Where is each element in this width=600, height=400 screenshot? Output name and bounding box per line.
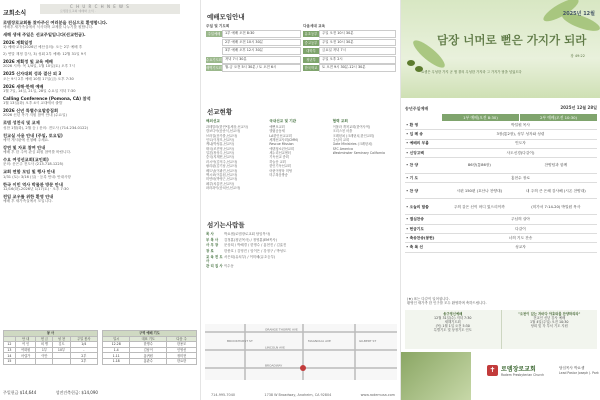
pastor-name: 담임목사 박요셉	[559, 366, 585, 370]
news-item	[3, 169, 196, 179]
address-text: 1738 W Broadway, Anaheim, CA 92804	[264, 392, 332, 397]
footer-photo	[401, 352, 471, 400]
news-item	[3, 40, 196, 50]
order-column	[400, 0, 600, 400]
schedule-row	[206, 39, 301, 47]
service-1-label: 1부 예배(오전 8:30)	[442, 114, 519, 121]
order-item-label: • 결심찬송	[405, 215, 444, 224]
table-cell: 10부	[53, 347, 70, 353]
table-cell: 1부	[36, 347, 53, 353]
order-row	[405, 199, 597, 215]
news-body: 1/31 (토): 3/16 (일) · 등록 안내: 안내사항	[3, 174, 72, 179]
offering-summary	[3, 390, 196, 395]
event-right-line: 전교인 신년 감사 예배	[533, 316, 566, 321]
table-cell: 어렵가	[15, 353, 36, 359]
mission-item: LA한인선교교회	[269, 133, 292, 138]
mission-item: 베트남(이광진,선교사)	[206, 168, 238, 173]
news-body: 1) 예배·교육(2026년 예산심의): 오는 2부 예배 후	[3, 45, 83, 50]
mission-item: 세계선교사회(CMM)	[269, 137, 299, 142]
mission-item: 엘림공동체	[269, 129, 285, 134]
table-cell: 홍관수	[130, 358, 167, 364]
news-headline: 교회 연합 모임 및 행사 안내	[3, 169, 55, 175]
order-item-value: 사도신경(다같이)	[444, 148, 597, 157]
order-row	[405, 130, 597, 139]
order-item-label: • 축송찬송(봉헌)	[405, 234, 444, 243]
order-row	[405, 243, 597, 252]
mission-item: 한인기독선교회	[269, 164, 291, 169]
event-left-line: 특별기도 및 상정기도 인도	[433, 328, 472, 333]
servant-row	[206, 249, 396, 253]
church-location-pin-icon	[300, 365, 306, 371]
order-item-label: • 입 례 송	[405, 130, 444, 139]
news-headline: Calling Conference (Pomona, CA) 참석	[3, 95, 91, 101]
news-item	[3, 52, 196, 56]
mission-item: Rescue Mission	[269, 142, 294, 147]
servant-names: 박요셉(로뎀장로교회 담임목사)	[224, 232, 271, 237]
prayer-col-header: 다음 주	[167, 336, 197, 342]
order-item-label: • 찬 양	[405, 183, 444, 199]
table-cell: 외 병	[36, 342, 53, 348]
order-item-value: 인도자	[444, 139, 597, 148]
mission-item: 중국(지재헌,선교사)	[206, 155, 235, 160]
worship-column	[200, 0, 401, 400]
schedule-row	[206, 64, 301, 72]
servant-row	[206, 238, 396, 242]
schedule-value: 3부 예배 오후 12시 30분	[222, 47, 301, 55]
mission-column	[333, 119, 396, 190]
table-cell: 이만	[36, 353, 53, 359]
table-cell: 한요한	[167, 358, 197, 364]
schedule-tag: 새벽기도회	[206, 66, 222, 71]
mission-item: 기독선교 총회	[269, 155, 289, 160]
schedule-value: 토 오전 9시 30분-12시 30분	[319, 64, 396, 72]
servant-row	[206, 243, 396, 247]
welcome-note-text: 환영인 새가족 한 인구를 모두 환영하며 축하드립니다.	[407, 301, 487, 306]
prayer-col-header: 대표 기도	[130, 336, 167, 342]
olive-icon	[407, 60, 415, 66]
mission-item: 예뻔포교회	[269, 124, 285, 129]
mission-item: 주님의 교회	[332, 137, 350, 142]
schedule-tag: 유초등부	[304, 31, 318, 36]
news-body: 1월 7일, 14일, 21일, 28일 수요일 저녁 7:30	[3, 88, 76, 93]
order-item-value: 3장(통2장), 성부 성자와 성령	[444, 130, 597, 139]
news-headline: 새해 생애 주일은 선교주일입니다(선교헌금).	[3, 32, 86, 38]
mission-column	[206, 119, 269, 190]
schedule-row	[206, 30, 301, 38]
event-right-title: "오천이 있는 자마다 야호와를 찬양하리라"	[518, 312, 581, 316]
schedule-tag: 수요기도회	[206, 57, 222, 62]
servant-role: 관 리 집 사	[206, 264, 223, 269]
servant-row	[206, 255, 396, 264]
mission-item: 미얀마(박영근,선교사)	[206, 177, 238, 182]
news-item	[3, 20, 196, 30]
order-item-label: • 예배의 부름	[405, 139, 444, 148]
news-headline: 친교실 사용 안내 (주일, 토요일)	[3, 132, 63, 138]
order-item-label: • 기 도	[405, 174, 444, 183]
mission-column-head: 협력 교회	[332, 119, 348, 124]
news-headline: 로뎀장로교회를 찾아주신 여러분을 진심으로 환영합니다.	[3, 20, 108, 25]
news-body: 문의: 문은주 전도사 (213.718.1225)	[3, 162, 64, 167]
theme-caption: 요셉은 무성한 가지 곧 샘 곁의 무성한 가지라 그 가지가 담을 넘었도다	[421, 70, 522, 74]
news-item	[3, 120, 196, 130]
table-cell: 김남이	[130, 347, 167, 353]
map-label-1: ORANGE THORPE AVE	[265, 327, 298, 332]
mission-item: 크리스천 마을	[332, 129, 353, 134]
volunteer-table-title: 봉 사	[4, 331, 98, 337]
order-item-value: 너의 기도 찬송	[444, 234, 597, 243]
order-row	[405, 215, 597, 224]
table-cell: 1.18	[103, 358, 130, 364]
event-left-line: (목) 1월 1일 오전 5:30	[435, 324, 470, 329]
theme-reference: 창 49:22	[570, 54, 585, 58]
event-info-left	[405, 310, 502, 349]
servant-role: 장 로	[206, 249, 214, 254]
schedule-row	[303, 64, 396, 72]
map-label-4: BROOKHURST ST	[227, 339, 253, 343]
servant-names: 문상희 / 박혜경 / 한명수 / 홍현진 / 김효진	[224, 243, 287, 248]
servants-list	[206, 232, 396, 268]
order-item-value: 주님의 살아	[444, 215, 597, 224]
schedule-row	[303, 47, 396, 55]
table-cell: 여화원	[15, 347, 36, 353]
order-table	[405, 121, 597, 253]
event-info-right	[502, 310, 598, 349]
website-link[interactable]: www.rodemusa.com	[360, 392, 395, 397]
schedule-value: 주일 오전 10시 30분	[319, 30, 396, 38]
table-cell: 1/4	[70, 342, 97, 348]
table-cell: 15	[4, 358, 16, 364]
mission-item: 새누리선교센터	[269, 151, 291, 156]
volunteer-col-header: 안 내	[15, 336, 36, 342]
table-cell: -	[70, 347, 97, 353]
order-row	[405, 183, 597, 199]
schedule-value: 월-금 오전 5시 30분 / 토 오전 6시	[222, 64, 301, 72]
order-item-label: • 환 영	[405, 121, 444, 130]
order-row	[405, 148, 597, 157]
news-body: 예약 게시판에 신청해 주세요.	[3, 137, 50, 142]
news-item	[3, 194, 196, 204]
news-body: 2026 시작: 목 1/4일, 1월 10일(토) 오후 7시	[3, 64, 75, 69]
schedule-tag: 주일예배	[207, 31, 221, 36]
mission-item: 일본(장상우,선교사)	[206, 151, 235, 156]
news-header	[0, 0, 200, 20]
bulletin-date: 2025년 12월	[562, 11, 595, 17]
order-item-value: 시편 150편 (호산나 찬양대)	[444, 183, 515, 199]
mission-item: 미주복음방송	[269, 173, 288, 178]
mission-item: 캄보디아(송준식,선교사)	[206, 129, 241, 134]
theme-verse: 담장 너머로 뻗은 가지가 되라	[437, 33, 587, 47]
schedule-tag: 중고등부	[304, 40, 318, 45]
order-row	[405, 139, 597, 148]
table-cell: 홍귀원	[130, 353, 167, 359]
table-cell	[36, 358, 53, 364]
masthead-text: C H U R C H N E W S	[70, 4, 130, 9]
news-headline: 로뎀 성찬식 및 교제	[3, 120, 40, 126]
table-row	[103, 358, 197, 364]
church-logo-icon: ✝	[487, 365, 498, 376]
table-row	[103, 342, 197, 348]
mission-title: 선교현황	[207, 108, 233, 117]
news-headline: 2026 계획일정	[3, 39, 33, 45]
news-body: 예배후 새가족실에서 식사하며 교제를 나누기를 원합니다.	[3, 25, 94, 30]
schedule-value: 저녁 7시 30분	[222, 56, 301, 64]
order-item-value: 주의 같은 신이 어디 있으리이까	[444, 199, 515, 215]
worship-order	[405, 105, 597, 253]
servant-names: 한충호 / 김영진 / 임이은 / 강정구 / 박성도	[224, 249, 287, 254]
left-schedule-head: 주일 및 기도회	[206, 24, 230, 29]
news-headline: 2026 계획정 및 교육 예배	[3, 59, 53, 65]
map-label-6: GILBERT ST	[359, 339, 377, 343]
news-headline: 전입 교우를 위한 환영 안내	[3, 193, 54, 199]
schedule-row	[206, 47, 301, 55]
news-headline: 2025 신자대회 성과 결산 외 3	[3, 71, 62, 77]
event-left-line: 새해기도회	[444, 320, 461, 325]
mission-item: 파라과이(송치선,선교사)	[206, 186, 241, 191]
church-map	[205, 324, 397, 380]
order-item-value: 86장(통86장)	[444, 158, 515, 174]
prayer-col-header: 일시	[103, 336, 130, 342]
map-label-3: BROADWAY	[265, 363, 283, 368]
mission-item: 브라질(문가를,선교사)	[206, 133, 238, 138]
schedule-value: 주일 오전 10시 30분	[319, 39, 396, 47]
servant-role: 교 육 전 도 사	[206, 254, 223, 263]
service-tables	[3, 330, 197, 365]
event-left-title: 송구영신예배	[443, 312, 463, 316]
schedule-value: 금요일 저녁 7시	[319, 47, 396, 55]
news-item	[3, 145, 196, 155]
map-label-2: LINCOLN AVE	[265, 345, 285, 350]
table-row	[4, 358, 98, 364]
news-item	[3, 157, 196, 167]
servant-names: 이수동	[224, 264, 234, 269]
schedule-row	[303, 39, 396, 47]
mission-item: 이볼라 개척교회(한여사역)	[332, 124, 371, 129]
standing-note	[407, 297, 487, 306]
mission-item: 필리핀(김기남,선교사)	[206, 164, 238, 169]
mission-column-head: 국내선교 및 기관	[269, 119, 297, 124]
order-row	[405, 174, 597, 183]
schedule-row	[303, 56, 396, 64]
order-row	[405, 224, 597, 233]
mission-item: 케냐(박성훈,선교사)	[206, 142, 235, 147]
news-headline: 수요 여성선교회(교인회)	[3, 157, 49, 163]
news-headline: 2026 새해·한해 예배	[3, 83, 44, 89]
schedule-value: 2부 예배 오전 10시 30분	[222, 39, 301, 47]
news-item	[3, 32, 196, 37]
service-2-label: 2부 예배(오전 10:30)	[520, 114, 597, 121]
news-item	[3, 108, 196, 118]
order-item-value-2: 내 주의 큰 은혜 감사해 (시온 찬양대)	[515, 183, 597, 199]
news-headline: 강연 및 자료 참여 안내	[3, 144, 46, 150]
schedule-tag: 한국학교	[304, 66, 318, 71]
news-item	[3, 59, 196, 69]
schedule-tag: 대학부	[303, 48, 319, 54]
table-cell: 여 인	[15, 342, 36, 348]
servant-names: 김정훈(청년목사) / 정영훈(EM목사)	[224, 237, 277, 242]
table-cell	[53, 358, 70, 364]
news-body: 성찬 1월(화), 2월 등 / 문의: 전도사 (714.234.0122)	[3, 125, 89, 130]
table-row	[103, 353, 197, 359]
servant-row	[206, 232, 396, 236]
news-list	[0, 20, 200, 204]
mission-item: 태국(조진영,선교사)	[206, 146, 235, 151]
news-headline: 2026 신년 특별수요말씀집회	[3, 108, 59, 114]
order-item-value-2: (미가서 7:14-20) 박일원 목사	[515, 199, 597, 215]
order-item-label: • 축 복 선	[405, 243, 444, 252]
table-cell: 2부	[70, 358, 97, 364]
worship-order-title: 송년주일예배	[405, 106, 429, 111]
mission-item: 크레틴쳐 (크레틴치,한인교회)	[332, 133, 375, 138]
news-body: 오는 9시 2부 예배 10월 17일(금) 오후 7:30	[3, 76, 74, 81]
order-item-label: • 신앙고백	[405, 148, 444, 157]
table-cell: 2부	[70, 353, 97, 359]
table-cell: 14	[4, 353, 16, 359]
mission-item: 인도(이정모,선교사)	[206, 137, 235, 142]
order-item-label: • 오늘의 말씀	[405, 199, 444, 215]
table-cell: 한명수	[130, 342, 167, 348]
servant-role: 목 사	[206, 232, 214, 237]
table-row	[103, 347, 197, 353]
servants-title: 섬기는사람들	[207, 221, 245, 230]
mission-item: 하늘문 교회	[269, 159, 286, 164]
news-title: 교회소식	[3, 10, 27, 17]
order-item-label: • 찬 양	[405, 158, 444, 174]
schedule-value: 주일 오후 2시	[319, 56, 396, 64]
schedule-row	[303, 30, 396, 38]
servant-row	[206, 264, 396, 268]
order-item-value: 박일원 목사	[444, 121, 597, 130]
mission-item: 과테말라(한민*홍세웅,선교사)	[206, 124, 249, 129]
news-body: 예배 후 새가족실에서 모입니다.	[3, 199, 53, 204]
order-row	[405, 121, 597, 130]
news-body: 예배 후 한 주씩 관심 회원 참여를 바랍니다.	[3, 150, 72, 155]
news-item	[3, 133, 196, 143]
standing-note-text: (★) 표는 다같이 일어섭니다.	[407, 297, 450, 301]
mission-item: 러시아(김의주,선교사)	[206, 159, 238, 164]
news-body: 2026 신년 목가 지원 참여 안내 (수요일)	[3, 113, 67, 118]
phone-text: 714-995-7040	[211, 392, 236, 397]
servant-names: 서은희(유치부) / 이미혜(유초등부)	[224, 254, 276, 259]
volunteer-table	[3, 330, 98, 365]
order-item-value: 다같이	[444, 224, 597, 233]
church-name: 로뎀장로교회	[501, 366, 536, 373]
schedule-row	[206, 56, 301, 64]
news-item	[3, 182, 196, 192]
table-cell: 정미현	[167, 353, 197, 359]
event-right-line: 당회 및 각 부서 기도 지원	[530, 324, 568, 329]
table-cell	[15, 358, 36, 364]
table-cell: 1.11	[103, 353, 130, 359]
right-schedule-head: 다음세대 교육	[303, 24, 326, 29]
theme-banner	[401, 0, 600, 98]
building-total: 성전건축헌금: $14,090	[55, 390, 98, 395]
order-item-value-2: 찬양팀과 함께	[515, 158, 597, 174]
schedule-value: 1부 예배 오전 8:30	[222, 30, 301, 38]
mission-item: 어린이양육 미팅	[269, 168, 292, 173]
mission-item: SFC America	[332, 146, 353, 151]
order-item-label: • 헌금기도	[405, 224, 444, 233]
mission-item: 에덴청소년선교회	[269, 146, 294, 151]
news-body: 12/16(화)-2026년 1/17(토) · 오후 7:30	[3, 186, 69, 191]
pastor-name-en: Lead Pastor Joseph J. Park	[559, 371, 599, 375]
servant-role: 부 목 사	[206, 237, 219, 242]
contact-row	[211, 393, 395, 397]
table-cell: 한용모	[167, 342, 197, 348]
worship-order-date: 2025년 12월 28일	[560, 105, 597, 110]
news-item	[3, 84, 196, 94]
church-footer	[401, 352, 600, 400]
table-cell: 인영선	[167, 347, 197, 353]
table-cell: 12.28	[103, 342, 130, 348]
volunteer-col-header: 헌 금	[36, 336, 53, 342]
news-item	[3, 96, 196, 106]
table-cell: 12	[4, 342, 16, 348]
prayer-table	[102, 330, 197, 365]
volunteer-col-header: 성 찬	[53, 336, 70, 342]
mission-item: 페루(차흥민,선교사)	[206, 181, 235, 186]
mission-item: Gate Ministries (크레틴치)	[332, 142, 373, 147]
order-item-value: 홍현수 장로	[444, 174, 597, 183]
mission-column-head: 해외선교	[206, 119, 220, 124]
news-headline: 한국 이민 역사 박물관 방문 안내	[3, 181, 63, 187]
mission-column	[269, 119, 332, 190]
table-cell: 1.4	[103, 347, 130, 353]
worship-schedule	[206, 24, 397, 104]
worship-info-title: 예배모임안내	[207, 13, 245, 21]
volunteer-col-header: 주일 봉사	[70, 336, 97, 342]
table-cell: 13	[4, 347, 16, 353]
order-item-value: 성교자	[444, 243, 597, 252]
table-cell: 김도	[53, 342, 70, 348]
mission-item: 멕시코(이흥섭,선교사)	[206, 173, 238, 178]
event-right-line: 1월 4일(주일) 오전 10:30	[529, 320, 569, 325]
prayer-table-title: 구역 예배 기도	[103, 331, 197, 337]
event-left-line: 12월 31일(수) 저녁 7:30	[434, 316, 472, 321]
news-body: 1월 13일(화) 오후 4시 교대에서 출발	[3, 101, 63, 106]
church-name-en: Rodem Presbyterian Church	[501, 373, 545, 377]
servant-role: 사 무 장	[206, 243, 219, 248]
mission-item: Westminster Seminary California	[332, 151, 385, 156]
offering-total: 주일헌금 $14,644	[3, 390, 37, 395]
order-row	[405, 234, 597, 243]
news-item	[3, 71, 196, 81]
schedule-tag: 청년부	[303, 57, 319, 63]
event-info	[405, 310, 597, 349]
masthead-sub: 로뎀장로교회 예배와 소식 ·	[60, 9, 96, 13]
news-body: 2) 연말 재정 감사, 3) 성회 2부 예배: 12월 31일 9시	[3, 52, 87, 57]
order-row	[405, 158, 597, 174]
news-column	[0, 0, 200, 400]
mission-list	[206, 119, 396, 217]
map-label-5: MAGNOLIA AVE	[308, 339, 331, 343]
